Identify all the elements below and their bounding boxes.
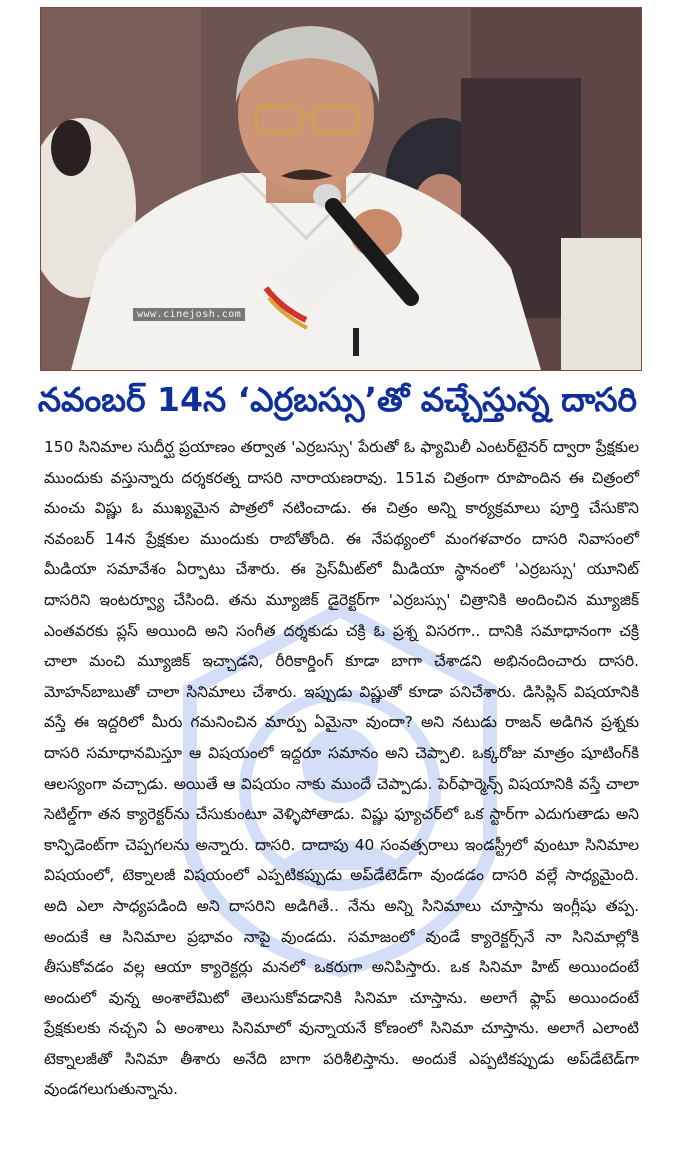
photo-watermark: www.cinejosh.com (133, 308, 245, 321)
site-logo-icon (608, 20, 642, 371)
article-photo (40, 7, 642, 371)
article-headline: నవంబర్ 14న ‘ఎర్రబస్సు’తో వచ్చేస్తున్న దాసరి (37, 380, 638, 419)
photo-illustration (41, 8, 641, 370)
article-paragraph: 150 సినిమాల సుదీర్ఘ ప్రయాణం తర్వాత 'ఎర్రబస్సు' పేరుతో ఓ ఫ్యామిలీ ఎంటర్‌టైనర్ ద్వారా ప్రేక్షకుల ముందుకు వస్తున్నారు దర్శకరత్న దాసరి నారాయణరావు. 151వ చిత్రంగా రూపొందిన ఈ చిత్రంలో మంచు విష్ణు ఓ ముఖ్యమైన పాత్రలో నటించాడు. ఈ చిత్రం అన్ని కార్యక్రమాలు పూర్తి చేసుకొని నవంబర్ 14న ప్రేక్షకుల ముందుకు రాబోతోంది. ఈ నేపథ్యంలో మంగళవారం దాసరి నివాసంలో మీడియా సమావేశం ఏర్పాటు చేశారు. ఈ ప్రెస్‌మీట్‌లో మీడియా స్థానంలో 'ఎర్రబస్సు' యూనిట్ దాసరిని ఇంటర్వ్యూ చేసింది. తను మ్యూజిక్ డైరెక్టర్‌గా 'ఎర్రబస్సు' చిత్రానికి అందించిన మ్యూజిక్ ఎంతవరకు ప్లస్ అయింది అని సంగీత దర్శకుడు చక్రి ఓ ప్రశ్న విసరగా.. దానికి సమాధానంగా చక్రి చాలా మంచి మ్యూజిక్ ఇచ్చాడని, రీరికార్డింగ్ కూడా బాగా చేశాడని అభినందించారు దాసరి. మోహన్‌బాబుతో చాలా సినిమాలు చేశారు. ఇప్పుడు విష్ణుతో కూడా పనిచేశారు. డిసిప్లిన్ విషయానికి వస్తే ఈ ఇద్దరిలో మీరు గమనించిన మార్పు ఏమైనా వుందా? అని నటుడు రాజన్ అడిగిన ప్రశ్నకు దాసరి సమాధానమిస్తూ ఆ విషయంలో ఇద్దరూ సమానం అని చెప్పాలి. ఒక్కరోజు మాత్రం షూటింగ్‌కి ఆలస్యంగా వచ్చాడు. అయితే ఆ విషయం నాకు ముందే చెప్పాడు. పెర్‌ఫార్మెన్స్ విషయానికి వస్తే చాలా సెటిల్డ్‌గా తన క్యారెక్టర్‌ను చేసుకుంటూ వెళ్ళిపోతాడు. విష్ణు ఫ్యూచర్‌లో ఒక స్టార్‌గా ఎదుగుతాడు అని కాన్ఫిడెంట్‌గా చెప్పగలను అన్నారు. దాసరి. దాదాపు 40 సంవత్సరాలు ఇండస్ట్రీలో వుంటూ సినిమాల విషయంలో, టెక్నాలజీ విషయంలో ఎప్పటికప్పుడు అప్‌డేటెడ్‌గా వుండడం దాసరి వల్లే సాధ్యమైంది. అది ఎలా సాధ్యపడింది అని దాసరిని అడిగితే.. నేను అన్ని సినిమాలు చూస్తాను ఇంగ్లీషు తప్ప. అందుకే ఆ సినిమాల ప్రభావం నాపై వుండదు. సమాజంలో వుండే క్యారెక్టర్స్‌నే నా సినిమాల్లోకి తీసుకోవడం వల్ల ఆయా క్యారెక్టర్లు మనలో ఒకరుగా అనిపిస్తారు. ఒక సినిమా హిట్ అయిందంటే అందులో వున్న అంశాలేమిటో తెలుసుకోవడానికి సినిమా చూస్తాను. అలాగే ఫ్లాప్ అయిందంటే ప్రేక్షకులకు నచ్చని ఏ అంశాలు సినిమాలో వున్నాయనే కోణంలో సినిమా చూస్తాను. అలాగే ఎలాంటి టెక్నాలజీతో సినిమా తీశారు అనేది బాగా పరిశీలిస్తాను. అందుకే ఎప్పటికప్పుడు అప్‌డేటెడ్‌గా వుండగలుగుతున్నాను. (44, 438, 639, 1099)
article-body (44, 432, 639, 1105)
